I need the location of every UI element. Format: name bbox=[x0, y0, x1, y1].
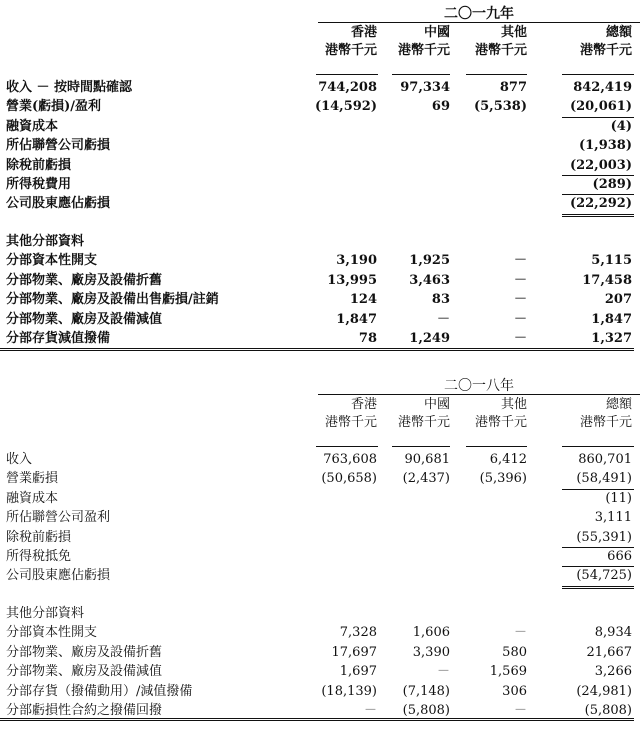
total-double-rule bbox=[562, 586, 634, 589]
table-row: 分部資本性開支 7,328 1,606 － 8,934 bbox=[6, 625, 632, 641]
table-row: 收入 763,608 90,681 6,412 860,701 bbox=[6, 452, 632, 467]
table-row: 分部虧損性合約之撥備回撥 － (5,808) － (5,808) bbox=[6, 702, 632, 718]
table-row: 分部物業、廠房及設備減值 1,697 － 1,569 3,266 bbox=[6, 664, 632, 680]
table-row: 公司股東應佔虧損 (22,292) bbox=[6, 196, 632, 212]
rows-other-2019 bbox=[0, 232, 643, 348]
table-row: 除稅前虧損 (22,003) bbox=[6, 157, 632, 173]
section-subtitle-row: 其他分部資料 bbox=[6, 234, 85, 249]
table-row: 分部物業、廠房及設備折舊 17,697 3,390 580 21,667 bbox=[6, 644, 632, 660]
subtotal-rule bbox=[562, 547, 634, 548]
subtotal-rule bbox=[562, 566, 634, 567]
column-header-china: 中國 港幣千元 bbox=[397, 25, 450, 58]
table-row: 營業虧損 (50,658) (2,437) (5,396) (58,491) bbox=[6, 471, 632, 487]
year-heading-2018: 二〇一八年 bbox=[444, 378, 514, 394]
table-row: 所得稅費用 (289) bbox=[6, 176, 632, 192]
table-row: 分部存貨（撥備動用）/減值撥備 (18,139) (7,148) 306 (24,981) bbox=[6, 683, 632, 699]
subtotal-rule bbox=[562, 117, 634, 118]
section-bottom-rule bbox=[0, 718, 634, 721]
header-rule bbox=[316, 74, 378, 75]
subtotal-rule bbox=[562, 175, 634, 176]
table-row: 營業(虧損)/盈利 (14,592) 69 (5,538) (20,061) bbox=[6, 99, 632, 115]
header-rule bbox=[562, 446, 634, 447]
table-row: 分部物業、廠房及設備折舊 13,995 3,463 － 17,458 bbox=[6, 272, 632, 288]
subtotal-rule bbox=[562, 489, 634, 490]
year-rule-2018 bbox=[318, 394, 640, 395]
column-header-other: 其他 港幣千元 bbox=[474, 25, 527, 58]
header-rule bbox=[316, 446, 378, 447]
column-header-china: 中國 港幣千元 bbox=[397, 397, 450, 430]
column-header-hong-kong: 香港 港幣千元 bbox=[324, 25, 377, 58]
header-rule bbox=[466, 446, 527, 447]
subtotal-rule bbox=[562, 194, 634, 195]
table-row: 所佔聯營公司虧損 (1,938) bbox=[6, 138, 632, 154]
table-row: 分部存貨減值撥備 78 1,249 － 1,327 bbox=[6, 330, 632, 346]
table-row: 除稅前虧損 (55,391) bbox=[6, 529, 632, 545]
column-header-total: 總額 港幣千元 bbox=[579, 397, 632, 430]
total-double-rule bbox=[562, 214, 634, 217]
table-row: 融資成本 (11) bbox=[6, 490, 632, 506]
rows-main-2019 bbox=[0, 78, 643, 214]
column-header-hong-kong: 香港 港幣千元 bbox=[324, 397, 377, 430]
rows-main-2018 bbox=[0, 450, 643, 586]
table-row: 分部資本性開支 3,190 1,925 － 5,115 bbox=[6, 253, 632, 269]
table-row: 融資成本 (4) bbox=[6, 118, 632, 134]
rows-other-2018 bbox=[0, 604, 643, 720]
table-row: 分部物業、廠房及設備出售虧損/註銷 124 83 － 207 bbox=[6, 292, 632, 308]
table-row: 收入 － 按時間點確認 744,208 97,334 877 842,419 bbox=[6, 80, 632, 95]
table-row: 所佔聯營公司盈利 3,111 bbox=[6, 510, 632, 526]
table-row: 公司股東應佔虧損 (54,725) bbox=[6, 568, 632, 584]
column-header-other: 其他 港幣千元 bbox=[474, 397, 527, 430]
header-rule bbox=[466, 74, 527, 75]
header-rule bbox=[392, 74, 450, 75]
header-rule bbox=[562, 74, 634, 75]
section-bottom-rule bbox=[0, 348, 634, 351]
year-heading-2019: 二〇一九年 bbox=[444, 6, 514, 22]
column-header-total: 總額 港幣千元 bbox=[579, 25, 632, 58]
table-row: 所得稅抵免 666 bbox=[6, 548, 632, 564]
table-row: 分部物業、廠房及設備減值 1,847 － － 1,847 bbox=[6, 311, 632, 327]
year-rule-2019 bbox=[318, 22, 640, 23]
section-subtitle-row: 其他分部資料 bbox=[6, 606, 85, 621]
header-rule bbox=[392, 446, 450, 447]
